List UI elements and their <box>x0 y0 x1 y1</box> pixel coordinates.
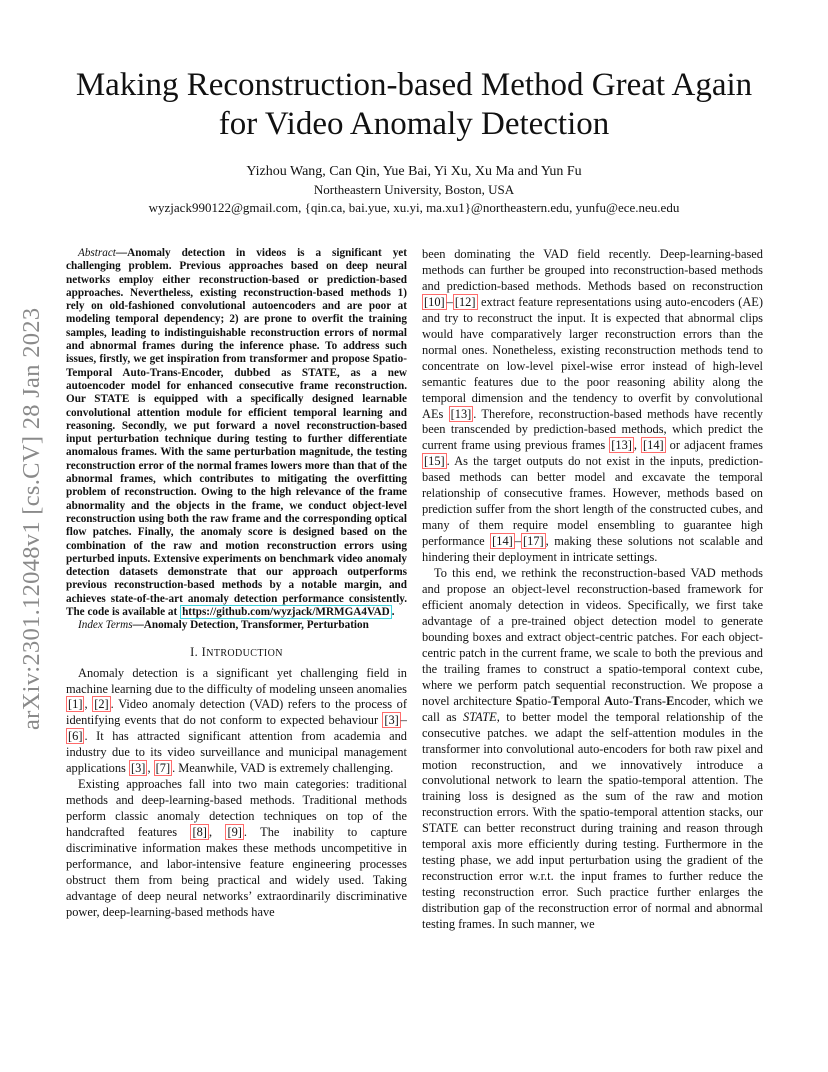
section-title-caps: NTRODUCTION <box>206 647 283 659</box>
citation-link[interactable]: [14] <box>643 438 664 453</box>
acronym-letter: A <box>604 693 614 708</box>
index-terms-text: —Anomaly Detection, Transformer, Perturbation <box>132 619 369 632</box>
text-run: . Therefore, reconstruction-based methods have recently been transcended by prediction-based methods, which predict the current frame using previous frames <box>422 406 763 453</box>
citation-link[interactable]: [17] <box>523 534 544 549</box>
text-run: , to better model the temporal relationship of the consecutive patches. we adapt the self-attention modules in the transformer into convolutional auto-encoders for both raw pixel and motion reconstruction, and we innovatively introduce a convolutional network to learn the spatio-temporal attention. The training loss is designed as the sum of the raw and motion reconstruction errors. With the spatio-temporal attention stacks, our STATE can better reconstruct during training and reason through temporal axis more efficiently during testing. Furthermore in the testing phase, we add input perturbation using the gradient of the reconstruction error w.r.t. the input frames to further reduce the testing reconstruction error. Such practice further enlarges the distribution gap of the reconstruction error of normal and abnormal testing frames. In such manner, we <box>422 709 764 932</box>
text-run: or adjacent frames <box>665 438 763 453</box>
author-emails: wyzjack990122@gmail.com, {qin.ca, bai.yue, xu.yi, ma.xu1}@northeastern.edu, yunfu@ece.neu.edu <box>148 200 680 215</box>
text-run: been dominating the VAD field recently. Deep-learning-based methods can further be grouped into reconstruction-based methods and prediction-based methods. Methods based on reconstruction <box>422 247 763 293</box>
text-run: Existing approaches fall into two main categories: traditional methods and deep-learning-based methods. Traditional methods perform classic anomaly detection techniques on top of the handcrafted features <box>66 777 407 840</box>
text-run: . Video anomaly detection (VAD) refers to the process of identifying events that do not conform to expected behaviour <box>66 697 407 728</box>
citation-link[interactable]: [9] <box>227 825 242 840</box>
title-line-2: for Video Anomaly Detection <box>218 106 610 142</box>
intro-paragraph-3 <box>422 247 763 566</box>
text-run: . Meanwhile, VAD is extremely challenging. <box>172 761 394 776</box>
citation-link[interactable]: [6] <box>68 729 83 744</box>
text-run: extract feature representations using auto-encoders (AE) and try to reconstruct the input. It is expected that abnormal clips would have comparatively larger reconstruction errors than the normal ones. Nonetheless, existing reconstruction methods tend to concentrate on low-level pixel-wise error instead of high-level semantic features due to the poor reasoning ability along the temporal dimension and the tendency to overfit by convolutional AEs <box>422 294 763 421</box>
acronym-letter: T <box>551 693 560 708</box>
text-run: To this end, we rethink the reconstruction-based VAD methods and propose an object-level reconstruction-based framework for efficient anomaly detection in videos. Specifically, we first take advantage of a pre-trained object detection model to generate bounding boxes and extract object-centric patches. For each object-centric patch in the current frame, we scale to both the previous and the trailing frames to construct a spatio-temporal context cube, where we perform patch sequential reconstruction. We propose a novel architecture <box>422 566 763 708</box>
intro-paragraph-4 <box>422 566 763 933</box>
code-link[interactable]: https://github.com/wyzjack/MRMGA4VAD <box>182 606 390 619</box>
text-run: . The inability to capture discriminative information makes these methods uncompetitive in performance, and labor-intensive feature engineering processes obstruct them from being practical and widely used. Taking advantage of deep neural networks’ extraordinarily discriminative power, deep-learning-based methods have <box>66 825 407 919</box>
citation-link[interactable]: [3] <box>130 761 146 776</box>
text-run: , making these solutions not scalable and hindering their deployment in intricate settings. <box>422 534 763 565</box>
text-run: emporal <box>559 693 605 708</box>
text-run: , <box>633 438 642 453</box>
text-run: , <box>147 761 154 776</box>
abstract-end: . <box>391 606 395 619</box>
author-block <box>60 163 768 217</box>
text-run: rans- <box>641 693 667 708</box>
text-run: ncoder, which we call as <box>422 693 763 724</box>
abstract-label: Abstract <box>78 247 116 259</box>
abstract <box>66 247 407 619</box>
section-heading-introduction <box>66 645 407 662</box>
citation-link[interactable]: [7] <box>155 761 171 776</box>
citation-link[interactable]: [8] <box>192 825 207 840</box>
citation-link[interactable]: [2] <box>94 697 109 712</box>
index-terms <box>66 619 407 632</box>
citation-link[interactable]: [13] <box>611 438 632 453</box>
acronym-letter: E <box>666 693 675 708</box>
citation-link[interactable]: [1] <box>68 697 83 712</box>
text-run: – <box>400 713 407 728</box>
intro-paragraph-2 <box>66 777 407 921</box>
citation-link[interactable]: [15] <box>424 454 445 469</box>
acronym-letter: S <box>515 693 523 708</box>
left-column <box>66 247 407 921</box>
text-run: . As the target outputs do not exist in the inputs, prediction-based methods can better model and excavate the temporal relationship of consecutive frames. However, methods based on prediction suffer from the short length of the constructed cubes, and many of them require model ensembling to guarantee high performance <box>422 454 763 549</box>
arxiv-identifier: arXiv:2301.12048v1 [cs.CV] 28 Jan 2023 <box>18 307 45 730</box>
citation-link[interactable]: [12] <box>454 294 476 309</box>
text-run: . It has attracted significant attention from academia and industry due to its video surveillance and municipal management applications <box>66 729 407 776</box>
text-run: uto- <box>613 693 634 708</box>
text-run: – <box>514 534 521 549</box>
abstract-text: —Anomaly detection in videos is a significant yet challenging problem. Previous approaches based on deep neural networks employ either reconstruction-based or prediction-based approaches. Nevertheless, existing reconstruction-based methods 1) rely on old-fashioned convolutional autoencoders and are poor at modeling temporal dependency; 2) are prone to overfit the training samples, leading to indistinguishable reconstruction errors of normal and abnormal frames during the inference phase. To address such issues, firstly, we get inspiration from transformer and propose Spatio-Temporal Auto-Trans-Encoder, dubbed as STATE, as a new autoencoder model for enhanced consecutive frame reconstruction. Our STATE is equipped with a specifically designed learnable convolutional attention module for efficient temporal learning and reasoning. Secondly, we put forward a novel reconstruction-based input perturbation technique during testing to further differentiate anomalous frames. With the same perturbation magnitude, the testing reconstruction error of the normal frames lowers more than that of the abnormal frames, which contributes to mitigating the overfitting problem of reconstruction. Owing to the high relevance of the frame abnormality and the objects in the frame, we conduct object-level reconstruction using both the raw frame and the corresponding optical flow patches. Finally, the anomaly score is designed based on the combination of the raw and motion reconstruction errors using perturbed inputs. Extensive experiments on benchmark video anomaly detection datasets demonstrate that our approach outperforms previous reconstruction-based methods by a notable margin, and achieves state-of-the-art anomaly detection performance consistently. The code is available at <box>66 247 407 619</box>
text-run: , <box>208 825 226 840</box>
citation-link[interactable]: [10] <box>424 294 445 309</box>
citation-link[interactable]: [14] <box>492 534 513 549</box>
text-run: patio- <box>522 693 552 708</box>
section-numeral: I. I <box>190 644 207 659</box>
text-run: – <box>446 294 453 309</box>
citation-link[interactable]: [3] <box>384 713 399 728</box>
title-line-1: Making Reconstruction-based Method Great Again <box>75 67 753 103</box>
index-terms-label: Index Terms <box>78 619 133 632</box>
right-column <box>422 247 763 933</box>
paper-title <box>60 66 768 144</box>
author-names: Yizhou Wang, Can Qin, Yue Bai, Yi Xu, Xu Ma and Yun Fu <box>246 164 582 179</box>
citation-link[interactable]: [13] <box>450 406 472 421</box>
affiliation: Northeastern University, Boston, USA <box>313 182 515 197</box>
acronym-letter: T <box>633 693 642 708</box>
text-run: , <box>84 697 93 712</box>
intro-paragraph-1 <box>66 666 407 778</box>
model-name: STATE <box>463 709 497 724</box>
text-run: Anomaly detection is a significant yet challenging field in machine learning due to the difficulty of modeling unseen anomalies <box>66 665 407 696</box>
